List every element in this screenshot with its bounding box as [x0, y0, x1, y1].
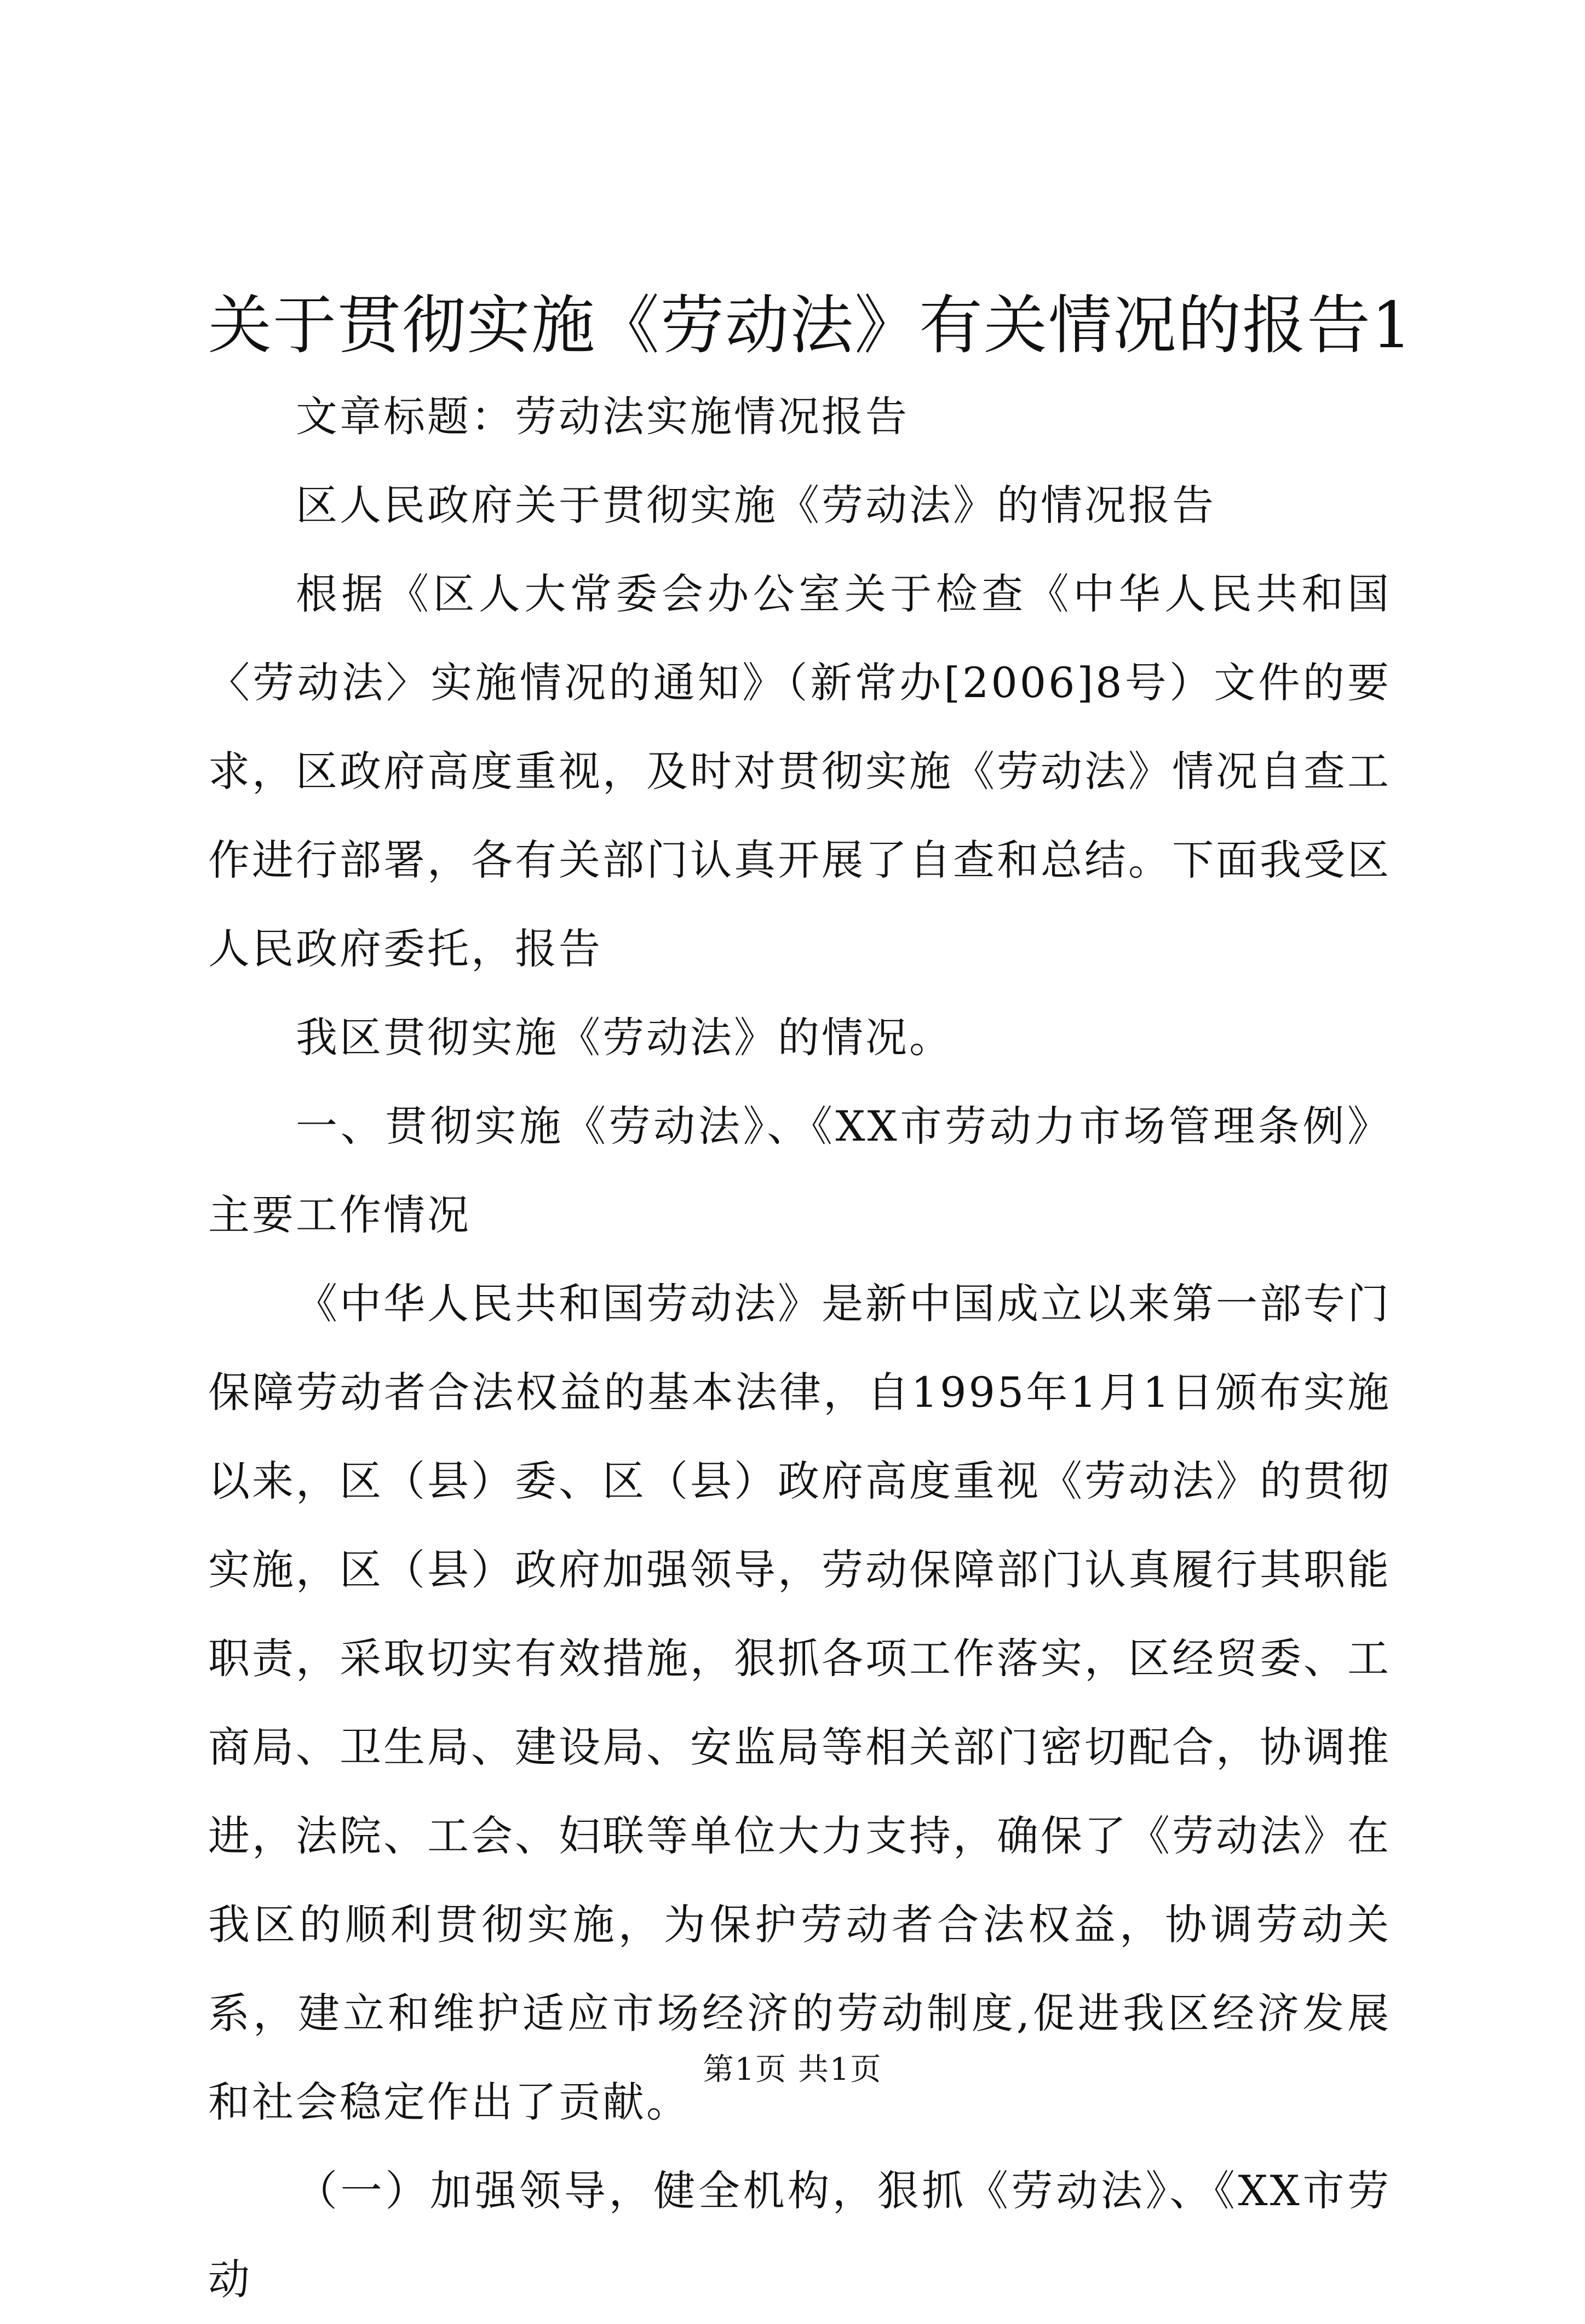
paragraph-article-title: 文章标题：劳动法实施情况报告 — [296, 392, 909, 441]
document-body — [208, 372, 1391, 2324]
paragraph-labor-law: 《中华人民共和国劳动法》是新中国成立以来第一部专门保障劳动者合法权益的基本法律，自1995年1月1日颁布实施以来，区（县）委、区（县）政府高度重视《劳动法》的贯彻实施，区（县）政府加强领导，劳动保障部门认真履行其职能职责，采取切实有效措施，狠抓各项工作落实，区经贸委、工商局、卫生局、建设局、安监局等相关部门密切配合，协调推进，法院、工会、妇联等单位大力支持，确保了《劳动法》在我区的顺利贯彻实施，为保护劳动者合法权益，协调劳动关系，建立和维护适应市场经济的劳动制度,促进我区经济发展和社会稳定作出了贡献。 — [208, 1279, 1391, 2126]
subsection-heading-1: （一）加强领导，健全机构，狠抓《劳动法》、《XX市劳动 — [208, 2166, 1391, 2304]
paragraph-intro-continued: 我区贯彻实施《劳动法》的情况。 — [296, 1013, 953, 1062]
paragraph-report-heading: 区人民政府关于贯彻实施《劳动法》的情况报告 — [296, 481, 1216, 530]
document-title: 关于贯彻实施《劳动法》有关情况的报告1 — [208, 289, 1413, 363]
paragraph-intro: 根据《区人大常委会办公室关于检查《中华人民共和国〈劳动法〉实施情况的通知》（新常办[2006]8号）文件的要求，区政府高度重视，及时对贯彻实施《劳动法》情况自查工作进行部署，各有关部门认真开展了自查和总结。下面我受区人民政府委托，报告 — [208, 570, 1391, 973]
section-heading-1: 一、贯彻实施《劳动法》、《XX市劳动力市场管理条例》主要工作情况 — [208, 1102, 1391, 1239]
page-footer: 第1页 共1页 — [703, 2052, 882, 2087]
